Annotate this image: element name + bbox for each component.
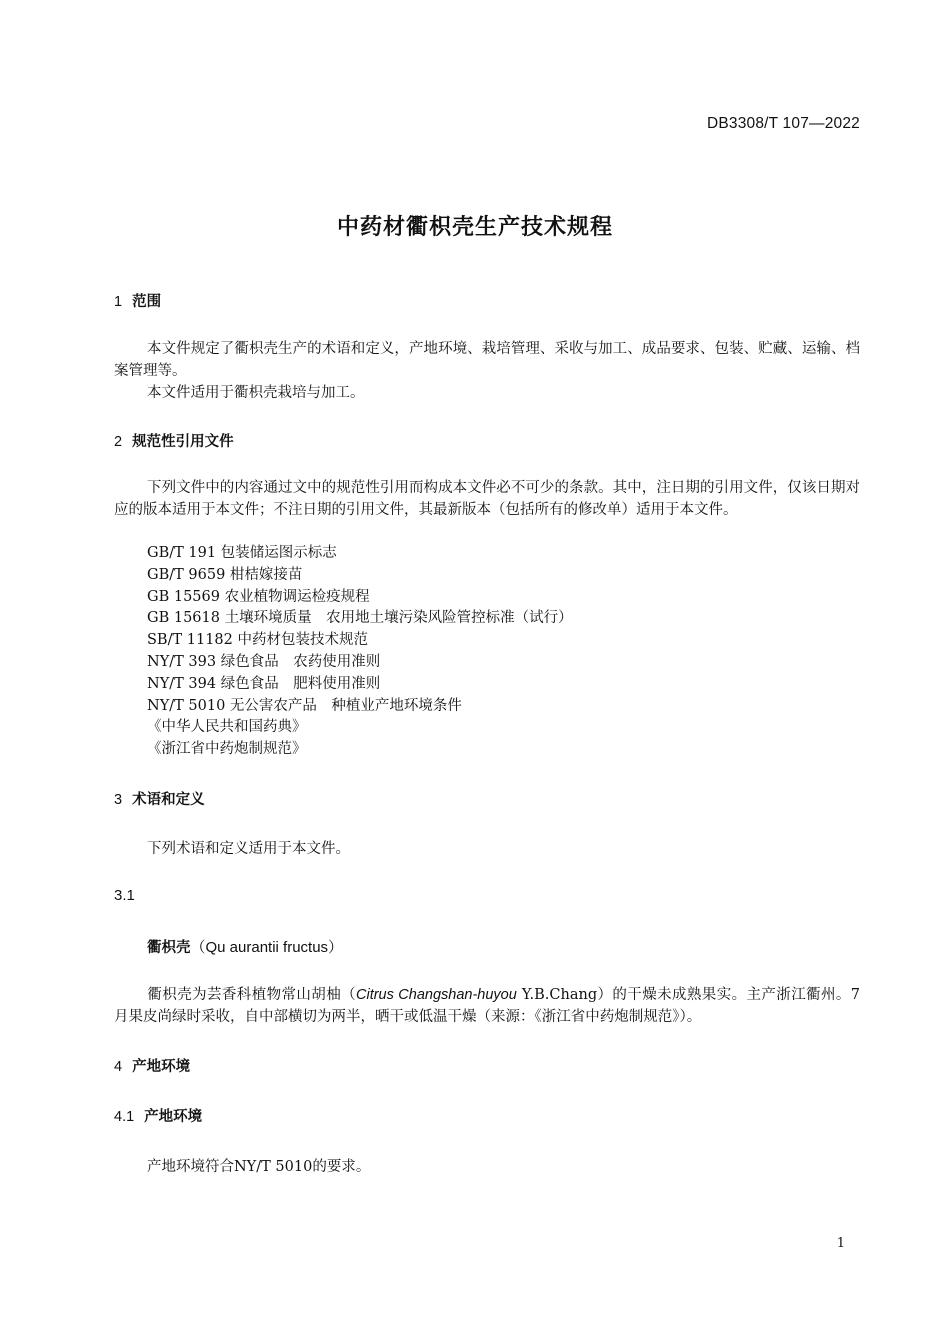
reference-item: GB 15618 土壤环境质量 农用地土壤污染风险管控标准（试行） (147, 610, 573, 627)
paragraph-text: 本文件规定了衢枳壳生产的术语和定义，产地环境、栽培管理、采收与加工、成品要求、包装、贮藏、运输、档案管理等。 (114, 341, 860, 379)
reference-item: GB/T 9659 柑桔嫁接苗 (147, 566, 303, 583)
term-english: （Qu aurantii fructus） (190, 939, 344, 956)
document-title: 中药材衢枳壳生产技术规程 (336, 215, 613, 240)
section-title: 术语和定义 (132, 792, 205, 808)
section-3-paragraph-1: 下列术语和定义适用于本文件。 (147, 841, 350, 857)
reference-item: 《中华人民共和国药典》 (147, 719, 307, 736)
reference-item: GB/T 191 包装储运图示标志 (147, 545, 337, 561)
reference-item: NY/T 5010 无公害农产品 种植业产地环境条件 (147, 697, 462, 714)
section-1-paragraph-1 (114, 338, 860, 382)
subsection-4-1-heading (114, 1105, 202, 1126)
subsection-4-1-paragraph: 产地环境符合NY/T 5010的要求。 (147, 1159, 371, 1175)
definition-text-b: Y.B.Chang）的干燥未成熟果实。主产浙江衢州。7月果皮尚绿时采收，自中部横切为两半，晒干或低温干燥（来源：《浙江省中药炮制规范》）。 (114, 987, 861, 1025)
section-number: 3 (114, 792, 123, 808)
section-title: 产地环境 (144, 1109, 203, 1125)
section-3-heading (114, 788, 205, 809)
page-number: 1 (836, 1236, 845, 1251)
section-2-paragraph-1 (114, 477, 860, 521)
reference-item: SB/T 11182 中药材包装技术规范 (147, 632, 368, 649)
reference-item: 《浙江省中药炮制规范》 (147, 741, 307, 758)
section-number: 1 (114, 294, 123, 310)
standard-code: DB3308/T 107—2022 (706, 115, 860, 132)
reference-item: NY/T 393 绿色食品 农药使用准则 (147, 653, 381, 670)
latin-name: Citrus Changshan-huyou (356, 987, 517, 1003)
term-chinese: 衢枳壳 (147, 940, 191, 956)
normative-references-list (147, 543, 573, 761)
section-number: 4 (114, 1059, 123, 1075)
subsection-3-1-number: 3.1 (114, 887, 135, 904)
term-heading (147, 936, 343, 957)
section-title: 规范性引用文件 (132, 434, 234, 450)
definition-text-a: 衢枳壳为芸香科植物常山胡柚（ (147, 987, 356, 1003)
section-title: 范围 (132, 294, 162, 310)
reference-item: NY/T 394 绿色食品 肥料使用准则 (147, 675, 381, 692)
paragraph-text: 下列文件中的内容通过文中的规范性引用而构成本文件必不可少的条款。其中，注日期的引用文件，仅该日期对应的版本适用于本文件；不注日期的引用文件，其最新版本（包括所有的修改单）适用于本文件。 (114, 480, 860, 518)
section-4-heading (114, 1055, 190, 1076)
section-2-heading (114, 430, 234, 451)
section-title: 产地环境 (132, 1059, 191, 1075)
reference-item: GB 15569 农业植物调运检疫规程 (147, 588, 370, 605)
section-number: 2 (114, 434, 123, 450)
section-1-heading (114, 290, 161, 311)
term-definition (114, 984, 860, 1028)
section-number: 4.1 (114, 1109, 135, 1125)
section-1-paragraph-2: 本文件适用于衢枳壳栽培与加工。 (147, 385, 365, 401)
